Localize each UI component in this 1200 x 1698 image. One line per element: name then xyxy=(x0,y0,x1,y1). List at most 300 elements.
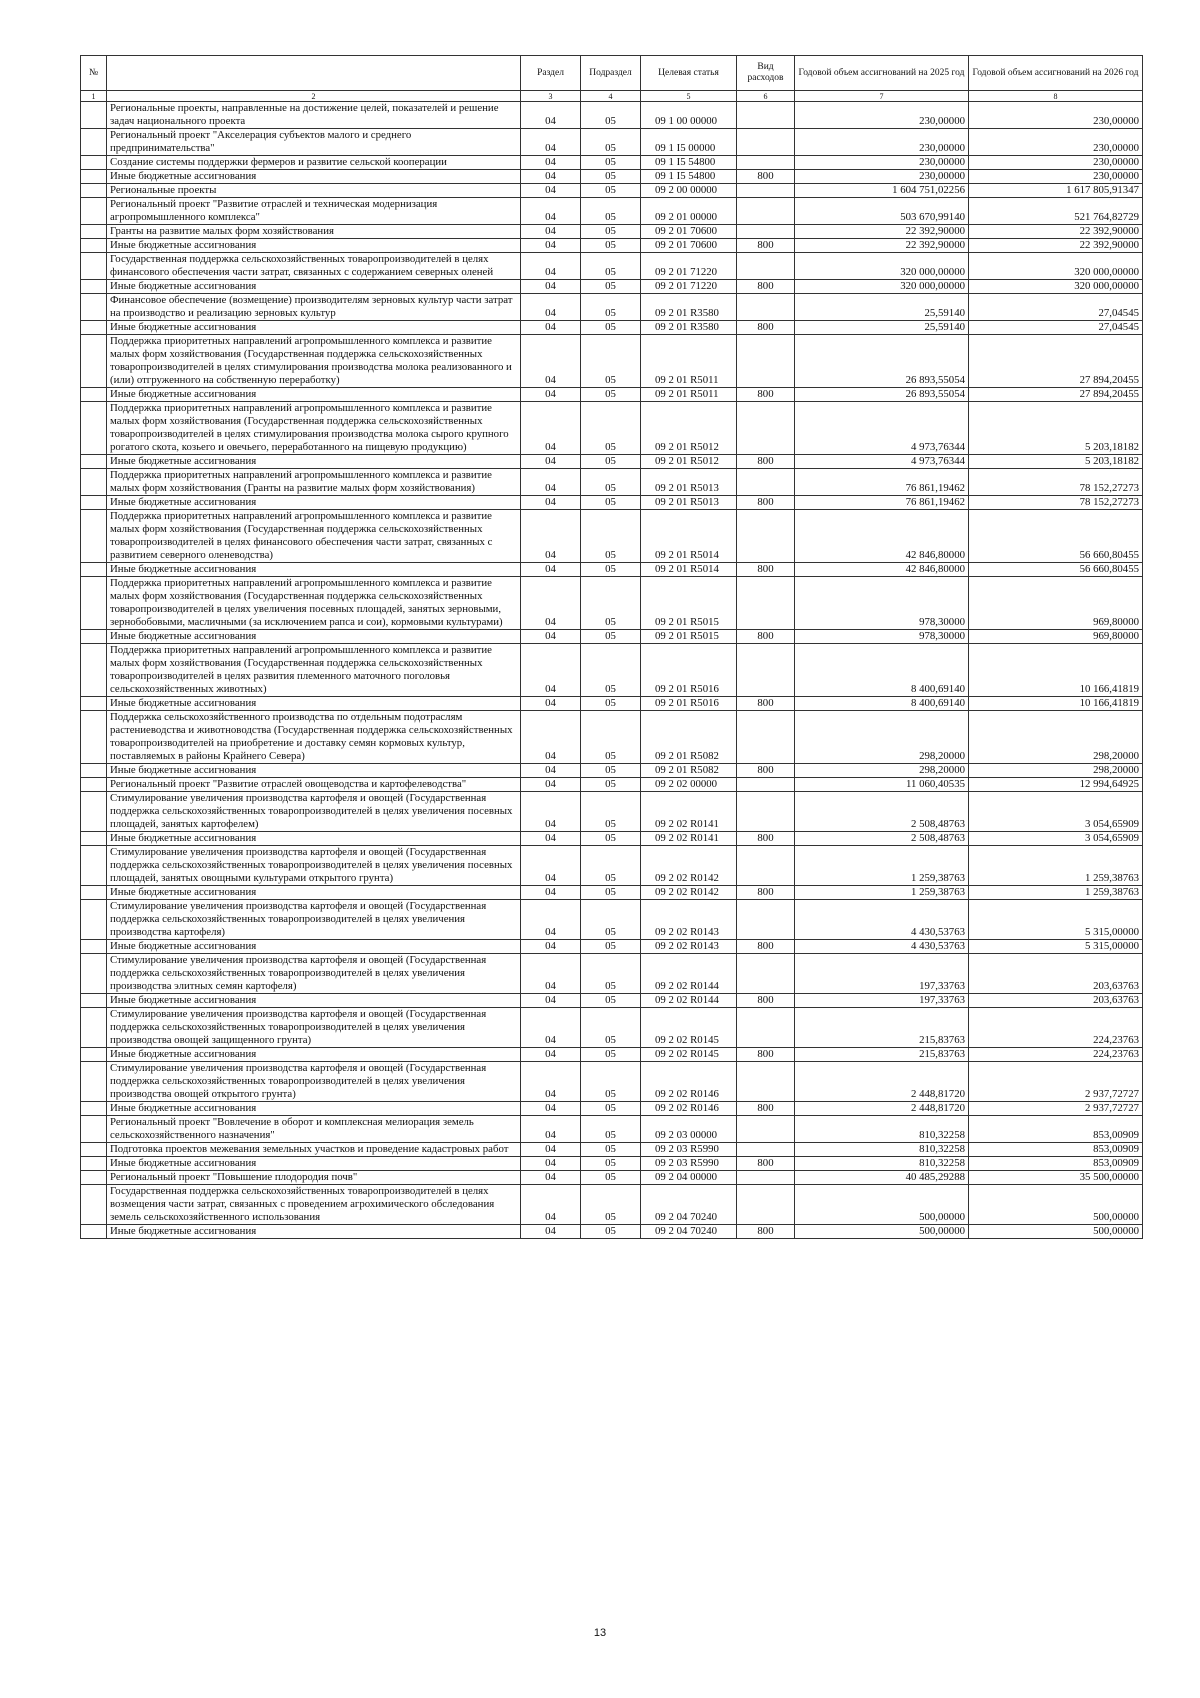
row-section: 04 xyxy=(521,1062,581,1102)
row-target: 09 2 02 R0141 xyxy=(641,792,737,832)
row-subsection: 05 xyxy=(581,170,641,184)
table-row xyxy=(81,778,1143,792)
row-section: 04 xyxy=(521,280,581,294)
table-row xyxy=(81,900,1143,940)
row-amount-2026: 500,00000 xyxy=(969,1225,1143,1239)
row-number xyxy=(81,294,107,321)
row-target: 09 2 02 R0142 xyxy=(641,886,737,900)
row-number xyxy=(81,886,107,900)
row-number xyxy=(81,577,107,630)
row-name: Региональные проекты, направленные на достижение целей, показателей и решение задач национального проекта xyxy=(107,102,521,129)
row-section: 04 xyxy=(521,294,581,321)
row-target: 09 2 00 00000 xyxy=(641,184,737,198)
row-target: 09 2 01 R5016 xyxy=(641,644,737,697)
row-number xyxy=(81,1185,107,1225)
row-target: 09 2 01 R5016 xyxy=(641,697,737,711)
table-row xyxy=(81,1062,1143,1102)
table-row xyxy=(81,764,1143,778)
row-name: Региональный проект "Развитие отраслей овощеводства и картофелеводства" xyxy=(107,778,521,792)
table-row xyxy=(81,577,1143,630)
row-amount-2025: 2 508,48763 xyxy=(795,792,969,832)
row-number xyxy=(81,711,107,764)
row-amount-2025: 25,59140 xyxy=(795,294,969,321)
row-amount-2025: 215,83763 xyxy=(795,1008,969,1048)
row-amount-2025: 22 392,90000 xyxy=(795,239,969,253)
col-header-name xyxy=(107,56,521,91)
row-expense-type: 800 xyxy=(737,280,795,294)
row-subsection: 05 xyxy=(581,644,641,697)
row-subsection: 05 xyxy=(581,102,641,129)
row-number xyxy=(81,510,107,563)
row-subsection: 05 xyxy=(581,1143,641,1157)
row-expense-type xyxy=(737,335,795,388)
row-expense-type xyxy=(737,510,795,563)
row-number xyxy=(81,1171,107,1185)
row-amount-2025: 320 000,00000 xyxy=(795,253,969,280)
row-amount-2025: 76 861,19462 xyxy=(795,496,969,510)
row-amount-2026: 5 315,00000 xyxy=(969,900,1143,940)
row-name: Финансовое обеспечение (возмещение) производителям зерновых культур части затрат на производство и реализацию зерновых культур xyxy=(107,294,521,321)
col-header-2025: Годовой объем ассигнований на 2025 год xyxy=(795,56,969,91)
table-row xyxy=(81,940,1143,954)
row-amount-2025: 298,20000 xyxy=(795,764,969,778)
row-amount-2026: 3 054,65909 xyxy=(969,792,1143,832)
col-index: 1 xyxy=(81,91,107,102)
row-section: 04 xyxy=(521,1048,581,1062)
table-row xyxy=(81,1171,1143,1185)
row-expense-type: 800 xyxy=(737,1048,795,1062)
row-amount-2026: 78 152,27273 xyxy=(969,496,1143,510)
row-amount-2025: 2 508,48763 xyxy=(795,832,969,846)
col-header-expense-type: Вид расходов xyxy=(737,56,795,91)
row-subsection: 05 xyxy=(581,1157,641,1171)
row-amount-2026: 27,04545 xyxy=(969,321,1143,335)
row-amount-2026: 969,80000 xyxy=(969,577,1143,630)
row-target: 09 2 01 R5011 xyxy=(641,335,737,388)
table-row xyxy=(81,563,1143,577)
row-amount-2026: 230,00000 xyxy=(969,102,1143,129)
row-number xyxy=(81,335,107,388)
row-amount-2025: 1 604 751,02256 xyxy=(795,184,969,198)
row-section: 04 xyxy=(521,954,581,994)
row-number xyxy=(81,496,107,510)
table-row xyxy=(81,184,1143,198)
row-section: 04 xyxy=(521,455,581,469)
row-name: Поддержка приоритетных направлений агропромышленного комплекса и развитие малых форм хозяйствования (Государственная поддержка сельскохозяйственных товаропроизводителей в целях финансового обеспечения части затрат, связанных с развитием северного оленеводства) xyxy=(107,510,521,563)
row-expense-type xyxy=(737,102,795,129)
row-amount-2026: 2 937,72727 xyxy=(969,1062,1143,1102)
row-expense-type xyxy=(737,1008,795,1048)
row-target: 09 2 02 R0146 xyxy=(641,1062,737,1102)
row-target: 09 1 I5 00000 xyxy=(641,129,737,156)
row-section: 04 xyxy=(521,184,581,198)
row-expense-type xyxy=(737,1171,795,1185)
table-row xyxy=(81,335,1143,388)
row-subsection: 05 xyxy=(581,1116,641,1143)
row-target: 09 2 01 R3580 xyxy=(641,321,737,335)
row-name: Государственная поддержка сельскохозяйственных товаропроизводителей в целях финансового обеспечения части затрат, связанных с содержанием северных оленей xyxy=(107,253,521,280)
row-subsection: 05 xyxy=(581,577,641,630)
row-amount-2025: 4 430,53763 xyxy=(795,940,969,954)
row-name: Иные бюджетные ассигнования xyxy=(107,170,521,184)
row-target: 09 2 01 R5015 xyxy=(641,577,737,630)
table-row xyxy=(81,846,1143,886)
budget-table-sheet xyxy=(80,55,1142,1239)
table-row xyxy=(81,496,1143,510)
row-target: 09 2 01 71220 xyxy=(641,253,737,280)
row-target: 09 2 03 00000 xyxy=(641,1116,737,1143)
row-section: 04 xyxy=(521,225,581,239)
row-subsection: 05 xyxy=(581,335,641,388)
row-amount-2026: 27 894,20455 xyxy=(969,335,1143,388)
row-amount-2025: 8 400,69140 xyxy=(795,644,969,697)
row-subsection: 05 xyxy=(581,1225,641,1239)
row-number xyxy=(81,1225,107,1239)
row-amount-2025: 40 485,29288 xyxy=(795,1171,969,1185)
table-row xyxy=(81,630,1143,644)
row-name: Государственная поддержка сельскохозяйственных товаропроизводителей в целях возмещения части затрат, связанных с проведением агрохимического обследования земель сельскохозяйственного использования xyxy=(107,1185,521,1225)
table-row xyxy=(81,1225,1143,1239)
row-number xyxy=(81,198,107,225)
row-amount-2025: 2 448,81720 xyxy=(795,1102,969,1116)
row-subsection: 05 xyxy=(581,455,641,469)
row-subsection: 05 xyxy=(581,510,641,563)
row-number xyxy=(81,940,107,954)
row-target: 09 2 02 00000 xyxy=(641,778,737,792)
row-section: 04 xyxy=(521,1225,581,1239)
row-name: Региональный проект "Повышение плодородия почв" xyxy=(107,1171,521,1185)
row-name: Иные бюджетные ассигнования xyxy=(107,280,521,294)
row-expense-type: 800 xyxy=(737,170,795,184)
row-amount-2026: 2 937,72727 xyxy=(969,1102,1143,1116)
row-number xyxy=(81,1008,107,1048)
row-expense-type: 800 xyxy=(737,455,795,469)
row-subsection: 05 xyxy=(581,1048,641,1062)
row-name: Стимулирование увеличения производства картофеля и овощей (Государственная поддержка сельскохозяйственных товаропроизводителей в целях увеличения посевных площадей, занятых овощными культурами открытого грунта) xyxy=(107,846,521,886)
table-row xyxy=(81,225,1143,239)
col-index: 5 xyxy=(641,91,737,102)
row-name: Стимулирование увеличения производства картофеля и овощей (Государственная поддержка сельскохозяйственных товаропроизводителей в целях увеличения производства картофеля) xyxy=(107,900,521,940)
row-number xyxy=(81,846,107,886)
col-header-target: Целевая статья xyxy=(641,56,737,91)
row-target: 09 2 04 70240 xyxy=(641,1225,737,1239)
row-number xyxy=(81,184,107,198)
row-target: 09 2 01 R3580 xyxy=(641,294,737,321)
row-amount-2025: 4 973,76344 xyxy=(795,402,969,455)
row-name: Иные бюджетные ассигнования xyxy=(107,388,521,402)
row-section: 04 xyxy=(521,1116,581,1143)
row-subsection: 05 xyxy=(581,630,641,644)
row-amount-2026: 969,80000 xyxy=(969,630,1143,644)
row-name: Иные бюджетные ассигнования xyxy=(107,697,521,711)
row-name: Создание системы поддержки фермеров и развитие сельской кооперации xyxy=(107,156,521,170)
row-amount-2026: 56 660,80455 xyxy=(969,510,1143,563)
row-amount-2026: 230,00000 xyxy=(969,170,1143,184)
row-name: Иные бюджетные ассигнования xyxy=(107,764,521,778)
row-number xyxy=(81,225,107,239)
row-target: 09 2 02 R0141 xyxy=(641,832,737,846)
row-target: 09 2 01 R5014 xyxy=(641,510,737,563)
table-row xyxy=(81,1143,1143,1157)
row-subsection: 05 xyxy=(581,778,641,792)
row-subsection: 05 xyxy=(581,129,641,156)
row-name: Региональный проект "Развитие отраслей и техническая модернизация агропромышленного комплекса" xyxy=(107,198,521,225)
table-row xyxy=(81,170,1143,184)
col-index: 8 xyxy=(969,91,1143,102)
row-target: 09 2 01 R5011 xyxy=(641,388,737,402)
col-header-section: Раздел xyxy=(521,56,581,91)
row-expense-type xyxy=(737,469,795,496)
row-subsection: 05 xyxy=(581,711,641,764)
row-amount-2026: 320 000,00000 xyxy=(969,280,1143,294)
col-index: 2 xyxy=(107,91,521,102)
row-section: 04 xyxy=(521,253,581,280)
row-amount-2025: 25,59140 xyxy=(795,321,969,335)
row-name: Региональные проекты xyxy=(107,184,521,198)
row-section: 04 xyxy=(521,1102,581,1116)
row-expense-type xyxy=(737,1062,795,1102)
row-amount-2026: 203,63763 xyxy=(969,954,1143,994)
row-target: 09 2 03 R5990 xyxy=(641,1157,737,1171)
table-row xyxy=(81,711,1143,764)
row-amount-2025: 197,33763 xyxy=(795,994,969,1008)
row-expense-type: 800 xyxy=(737,388,795,402)
table-row xyxy=(81,954,1143,994)
row-section: 04 xyxy=(521,102,581,129)
row-number xyxy=(81,900,107,940)
row-amount-2025: 978,30000 xyxy=(795,577,969,630)
row-name: Поддержка приоритетных направлений агропромышленного комплекса и развитие малых форм хозяйствования (Государственная поддержка сельскохозяйственных товаропроизводителей в целях стимулирования производства молока сырого крупного рогатого скота, козьего и овечьего, переработанного на пищевую продукцию) xyxy=(107,402,521,455)
row-section: 04 xyxy=(521,900,581,940)
row-subsection: 05 xyxy=(581,792,641,832)
row-amount-2025: 230,00000 xyxy=(795,102,969,129)
row-target: 09 2 01 R5015 xyxy=(641,630,737,644)
row-subsection: 05 xyxy=(581,469,641,496)
row-expense-type xyxy=(737,778,795,792)
table-row xyxy=(81,455,1143,469)
row-name: Поддержка приоритетных направлений агропромышленного комплекса и развитие малых форм хозяйствования (Государственная поддержка сельскохозяйственных товаропроизводителей в целях увеличения посевных площадей, занятых зерновыми, зернобобовыми, масличными (за исключением рапса и сои), кормовыми культурами) xyxy=(107,577,521,630)
row-section: 04 xyxy=(521,711,581,764)
row-target: 09 2 02 R0145 xyxy=(641,1048,737,1062)
row-amount-2025: 4 973,76344 xyxy=(795,455,969,469)
row-section: 04 xyxy=(521,846,581,886)
row-expense-type xyxy=(737,129,795,156)
col-header-2026: Годовой объем ассигнований на 2026 год xyxy=(969,56,1143,91)
table-row xyxy=(81,198,1143,225)
row-amount-2025: 215,83763 xyxy=(795,1048,969,1062)
row-subsection: 05 xyxy=(581,846,641,886)
row-name: Иные бюджетные ассигнования xyxy=(107,321,521,335)
row-expense-type xyxy=(737,954,795,994)
row-expense-type: 800 xyxy=(737,832,795,846)
row-number xyxy=(81,102,107,129)
row-target: 09 2 01 R5014 xyxy=(641,563,737,577)
row-section: 04 xyxy=(521,1143,581,1157)
row-section: 04 xyxy=(521,764,581,778)
table-row xyxy=(81,469,1143,496)
row-subsection: 05 xyxy=(581,280,641,294)
row-number xyxy=(81,455,107,469)
row-name: Иные бюджетные ассигнования xyxy=(107,832,521,846)
row-name: Стимулирование увеличения производства картофеля и овощей (Государственная поддержка сельскохозяйственных товаропроизводителей в целях увеличения посевных площадей, занятых картофелем) xyxy=(107,792,521,832)
row-expense-type: 800 xyxy=(737,764,795,778)
row-subsection: 05 xyxy=(581,496,641,510)
row-section: 04 xyxy=(521,156,581,170)
row-name: Стимулирование увеличения производства картофеля и овощей (Государственная поддержка сельскохозяйственных товаропроизводителей в целях увеличения производства элитных семян картофеля) xyxy=(107,954,521,994)
row-number xyxy=(81,1157,107,1171)
row-section: 04 xyxy=(521,129,581,156)
row-number xyxy=(81,388,107,402)
row-amount-2026: 853,00909 xyxy=(969,1143,1143,1157)
row-subsection: 05 xyxy=(581,388,641,402)
row-subsection: 05 xyxy=(581,321,641,335)
row-amount-2026: 22 392,90000 xyxy=(969,239,1143,253)
row-section: 04 xyxy=(521,496,581,510)
row-subsection: 05 xyxy=(581,156,641,170)
row-amount-2025: 42 846,80000 xyxy=(795,510,969,563)
row-expense-type: 800 xyxy=(737,994,795,1008)
row-subsection: 05 xyxy=(581,764,641,778)
row-target: 09 2 01 71220 xyxy=(641,280,737,294)
row-amount-2025: 197,33763 xyxy=(795,954,969,994)
row-amount-2026: 230,00000 xyxy=(969,156,1143,170)
row-amount-2025: 11 060,40535 xyxy=(795,778,969,792)
row-subsection: 05 xyxy=(581,239,641,253)
row-amount-2026: 27,04545 xyxy=(969,294,1143,321)
row-number xyxy=(81,280,107,294)
row-number xyxy=(81,156,107,170)
table-row xyxy=(81,1185,1143,1225)
row-expense-type xyxy=(737,711,795,764)
row-amount-2025: 26 893,55054 xyxy=(795,388,969,402)
row-name: Региональный проект "Вовлечение в оборот и комплексная мелиорация земель сельскохозяйственного назначения" xyxy=(107,1116,521,1143)
col-header-no: № xyxy=(81,56,107,91)
row-amount-2025: 503 670,99140 xyxy=(795,198,969,225)
row-section: 04 xyxy=(521,170,581,184)
row-amount-2026: 1 259,38763 xyxy=(969,886,1143,900)
row-target: 09 2 01 R5013 xyxy=(641,496,737,510)
row-name: Гранты на развитие малых форм хозяйствования xyxy=(107,225,521,239)
row-name: Иные бюджетные ассигнования xyxy=(107,563,521,577)
row-section: 04 xyxy=(521,563,581,577)
row-section: 04 xyxy=(521,940,581,954)
row-target: 09 1 I5 54800 xyxy=(641,156,737,170)
row-amount-2025: 810,32258 xyxy=(795,1157,969,1171)
row-target: 09 2 02 R0142 xyxy=(641,846,737,886)
row-subsection: 05 xyxy=(581,198,641,225)
row-name: Стимулирование увеличения производства картофеля и овощей (Государственная поддержка сельскохозяйственных товаропроизводителей в целях увеличения производства овощей защищенного грунта) xyxy=(107,1008,521,1048)
row-name: Поддержка приоритетных направлений агропромышленного комплекса и развитие малых форм хозяйствования (Гранты на развитие малых форм хозяйствования) xyxy=(107,469,521,496)
row-number xyxy=(81,563,107,577)
row-number xyxy=(81,129,107,156)
row-amount-2025: 978,30000 xyxy=(795,630,969,644)
table-row xyxy=(81,1157,1143,1171)
row-amount-2026: 10 166,41819 xyxy=(969,697,1143,711)
row-expense-type: 800 xyxy=(737,886,795,900)
row-amount-2026: 853,00909 xyxy=(969,1116,1143,1143)
row-subsection: 05 xyxy=(581,697,641,711)
row-amount-2026: 230,00000 xyxy=(969,129,1143,156)
row-subsection: 05 xyxy=(581,1062,641,1102)
row-number xyxy=(81,832,107,846)
row-name: Иные бюджетные ассигнования xyxy=(107,455,521,469)
row-section: 04 xyxy=(521,832,581,846)
row-amount-2025: 230,00000 xyxy=(795,170,969,184)
row-target: 09 2 01 00000 xyxy=(641,198,737,225)
row-amount-2026: 298,20000 xyxy=(969,711,1143,764)
table-row xyxy=(81,402,1143,455)
row-target: 09 2 01 70600 xyxy=(641,239,737,253)
row-number xyxy=(81,697,107,711)
column-index-row xyxy=(81,91,1143,102)
row-amount-2026: 500,00000 xyxy=(969,1185,1143,1225)
row-section: 04 xyxy=(521,402,581,455)
row-expense-type xyxy=(737,792,795,832)
row-amount-2025: 500,00000 xyxy=(795,1185,969,1225)
row-amount-2025: 4 430,53763 xyxy=(795,900,969,940)
row-section: 04 xyxy=(521,697,581,711)
row-target: 09 1 00 00000 xyxy=(641,102,737,129)
row-subsection: 05 xyxy=(581,1102,641,1116)
row-name: Иные бюджетные ассигнования xyxy=(107,940,521,954)
row-target: 09 2 02 R0143 xyxy=(641,940,737,954)
table-row xyxy=(81,253,1143,280)
row-amount-2025: 810,32258 xyxy=(795,1143,969,1157)
row-target: 09 2 01 R5082 xyxy=(641,764,737,778)
row-expense-type: 800 xyxy=(737,697,795,711)
row-amount-2025: 810,32258 xyxy=(795,1116,969,1143)
table-row xyxy=(81,102,1143,129)
row-target: 09 1 I5 54800 xyxy=(641,170,737,184)
row-section: 04 xyxy=(521,792,581,832)
row-target: 09 2 01 R5012 xyxy=(641,455,737,469)
row-number xyxy=(81,469,107,496)
row-amount-2025: 2 448,81720 xyxy=(795,1062,969,1102)
row-amount-2026: 5 203,18182 xyxy=(969,455,1143,469)
row-name: Иные бюджетные ассигнования xyxy=(107,496,521,510)
row-amount-2025: 42 846,80000 xyxy=(795,563,969,577)
row-expense-type xyxy=(737,198,795,225)
row-amount-2026: 12 994,64925 xyxy=(969,778,1143,792)
row-expense-type xyxy=(737,644,795,697)
row-number xyxy=(81,170,107,184)
row-number xyxy=(81,954,107,994)
row-number xyxy=(81,630,107,644)
row-expense-type: 800 xyxy=(737,940,795,954)
row-subsection: 05 xyxy=(581,954,641,994)
row-amount-2026: 56 660,80455 xyxy=(969,563,1143,577)
row-section: 04 xyxy=(521,1008,581,1048)
row-amount-2025: 230,00000 xyxy=(795,129,969,156)
row-expense-type xyxy=(737,900,795,940)
row-subsection: 05 xyxy=(581,994,641,1008)
row-expense-type xyxy=(737,577,795,630)
row-subsection: 05 xyxy=(581,253,641,280)
row-section: 04 xyxy=(521,644,581,697)
row-amount-2025: 298,20000 xyxy=(795,711,969,764)
row-name: Иные бюджетные ассигнования xyxy=(107,886,521,900)
row-subsection: 05 xyxy=(581,294,641,321)
row-subsection: 05 xyxy=(581,1008,641,1048)
row-number xyxy=(81,994,107,1008)
row-amount-2026: 224,23763 xyxy=(969,1048,1143,1062)
row-section: 04 xyxy=(521,1157,581,1171)
table-row xyxy=(81,697,1143,711)
row-amount-2026: 521 764,82729 xyxy=(969,198,1143,225)
row-expense-type xyxy=(737,253,795,280)
row-amount-2026: 5 203,18182 xyxy=(969,402,1143,455)
budget-table xyxy=(80,55,1143,1239)
